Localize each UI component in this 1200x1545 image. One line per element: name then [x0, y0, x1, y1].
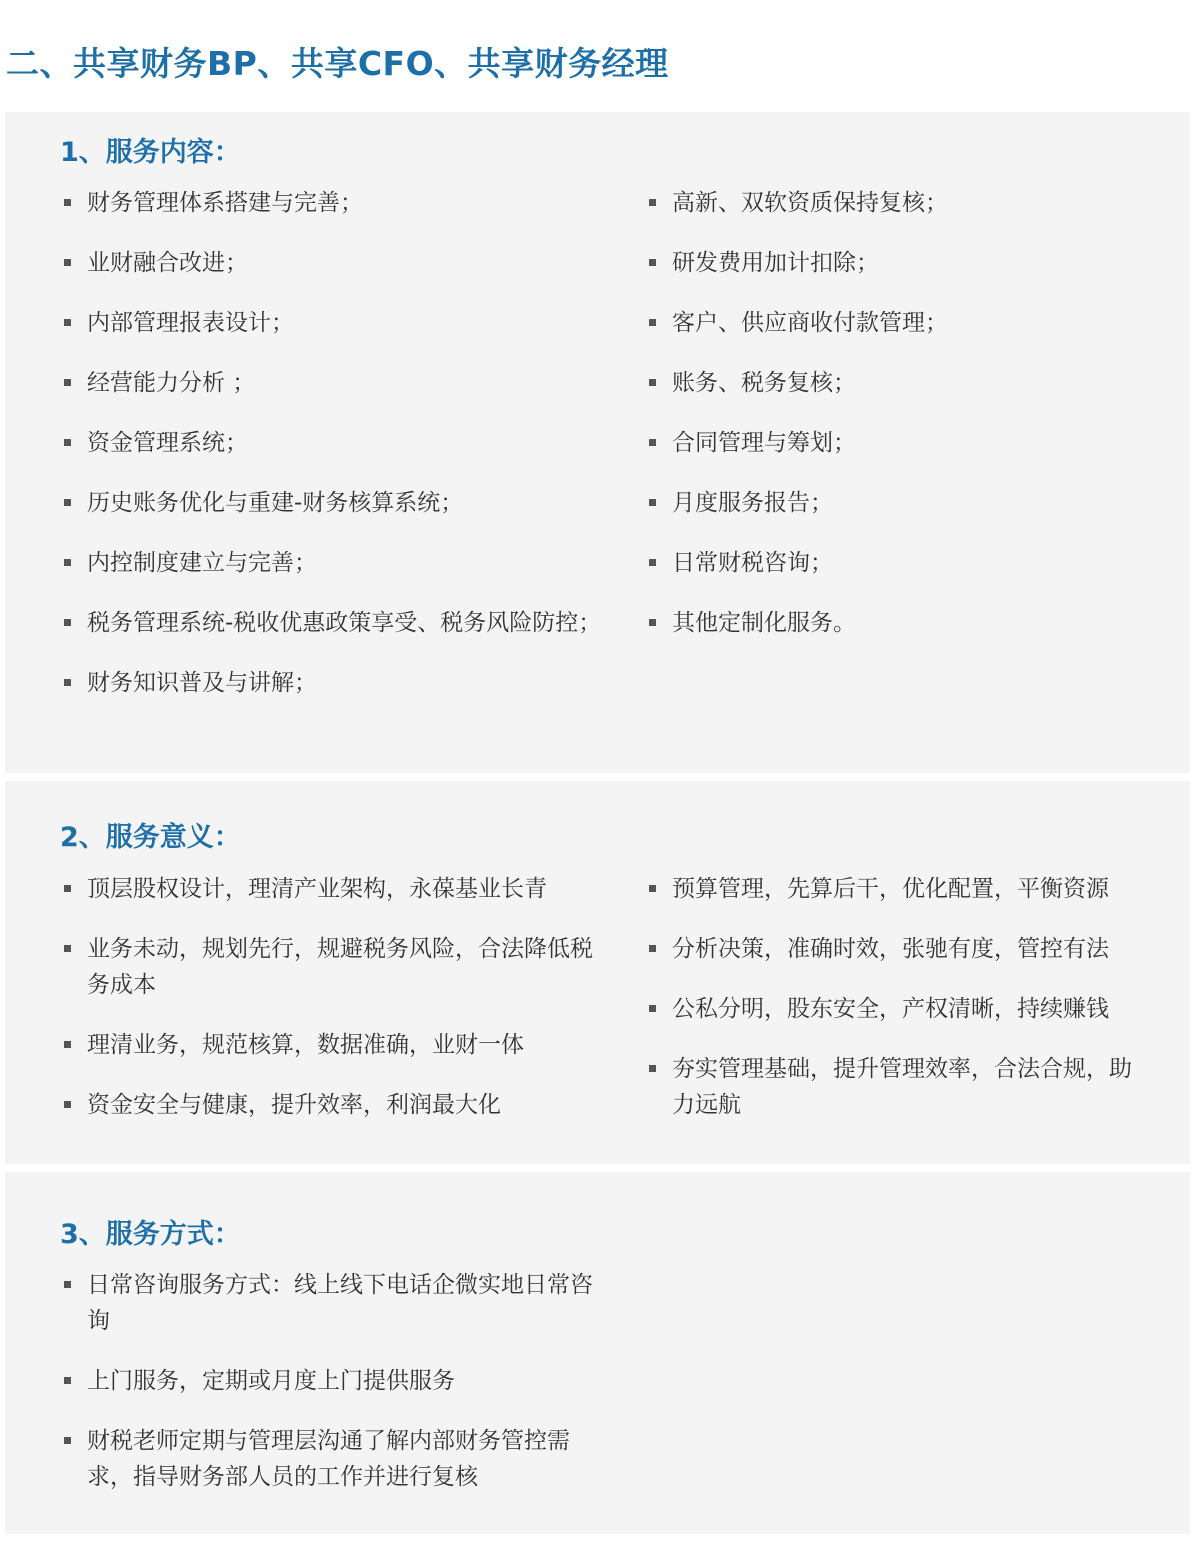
list-item — [648, 305, 1148, 341]
list-item-text: 内控制度建立与完善； — [87, 550, 317, 576]
list-item — [63, 1087, 613, 1123]
list-item — [63, 605, 613, 641]
square-bullet-icon — [64, 619, 71, 626]
list-item-text: 日常咨询服务方式：线上线下电话企微实地日常咨询 — [87, 1272, 593, 1334]
square-bullet-icon — [649, 1065, 656, 1072]
section-title: 1、服务内容： — [60, 137, 241, 168]
section-title: 3、服务方式： — [60, 1219, 241, 1250]
list-item-text: 预算管理，先算后干，优化配置，平衡资源 — [672, 876, 1109, 902]
square-bullet-icon — [64, 1041, 71, 1048]
list-item — [63, 245, 613, 281]
list-item-text: 账务、税务复核； — [672, 370, 856, 396]
list-item-text: 财税老师定期与管理层沟通了解内部财务管控需求，指导财务部人员的工作并进行复核 — [87, 1428, 570, 1490]
list-item-text: 公私分明，股东安全，产权清晰，持续赚钱 — [672, 996, 1109, 1022]
list-item-text: 分析决策，准确时效，张驰有度，管控有法 — [672, 936, 1109, 962]
section-service-content — [5, 112, 1190, 773]
square-bullet-icon — [64, 499, 71, 506]
list-item-text: 业务未动，规划先行，规避税务风险，合法降低税务成本 — [87, 936, 593, 998]
list-item — [63, 665, 613, 701]
square-bullet-icon — [649, 319, 656, 326]
square-bullet-icon — [649, 885, 656, 892]
list-item-text: 资金管理系统； — [87, 430, 248, 456]
square-bullet-icon — [64, 439, 71, 446]
square-bullet-icon — [64, 679, 71, 686]
list-item — [63, 1423, 613, 1495]
list-item — [63, 485, 613, 521]
section-service-significance — [5, 781, 1190, 1164]
list-item — [648, 605, 1148, 641]
square-bullet-icon — [64, 945, 71, 952]
list-item — [63, 305, 613, 341]
square-bullet-icon — [649, 199, 656, 206]
list-item — [63, 1267, 613, 1339]
list-item-text: 其他定制化服务。 — [672, 610, 856, 636]
list-item-text: 经营能力分析 ； — [87, 370, 256, 396]
list-item-text: 研发费用加计扣除； — [672, 250, 879, 276]
list-item — [63, 931, 613, 1003]
square-bullet-icon — [649, 259, 656, 266]
right-column-list — [648, 871, 1148, 1147]
list-item-text: 内部管理报表设计； — [87, 310, 294, 336]
list-item — [648, 931, 1148, 967]
list-item — [648, 365, 1148, 401]
square-bullet-icon — [64, 885, 71, 892]
square-bullet-icon — [649, 1005, 656, 1012]
square-bullet-icon — [64, 559, 71, 566]
list-item-text: 日常财税咨询； — [672, 550, 833, 576]
square-bullet-icon — [64, 319, 71, 326]
left-column-list — [63, 185, 613, 725]
square-bullet-icon — [649, 439, 656, 446]
square-bullet-icon — [64, 1281, 71, 1288]
list-item-text: 客户、供应商收付款管理； — [672, 310, 948, 336]
list-item — [648, 871, 1148, 907]
left-column-list — [63, 871, 613, 1147]
list-item-text: 业财融合改进； — [87, 250, 248, 276]
list-item — [648, 545, 1148, 581]
list-item-text: 顶层股权设计，理清产业架构，永葆基业长青 — [87, 876, 547, 902]
list-item-text: 财务管理体系搭建与完善； — [87, 190, 363, 216]
list-item — [63, 871, 613, 907]
list-item-text: 夯实管理基础，提升管理效率，合法合规，助力远航 — [672, 1056, 1132, 1118]
square-bullet-icon — [64, 1101, 71, 1108]
square-bullet-icon — [649, 379, 656, 386]
list-item — [63, 1363, 613, 1399]
list-item-text: 税务管理系统-税收优惠政策享受、税务风险防控； — [87, 610, 602, 636]
square-bullet-icon — [64, 1377, 71, 1384]
left-column-list — [63, 1267, 613, 1519]
list-item — [63, 365, 613, 401]
square-bullet-icon — [64, 1437, 71, 1444]
square-bullet-icon — [64, 199, 71, 206]
square-bullet-icon — [649, 945, 656, 952]
list-item — [63, 425, 613, 461]
list-item-text: 合同管理与筹划； — [672, 430, 856, 456]
section-service-method — [5, 1172, 1190, 1534]
square-bullet-icon — [64, 259, 71, 266]
square-bullet-icon — [64, 379, 71, 386]
list-item — [648, 1051, 1148, 1123]
list-item-text: 上门服务，定期或月度上门提供服务 — [87, 1368, 455, 1394]
list-item — [648, 991, 1148, 1027]
list-item-text: 历史账务优化与重建-财务核算系统； — [87, 490, 464, 516]
list-item — [648, 185, 1148, 221]
list-item — [63, 1027, 613, 1063]
list-item-text: 月度服务报告； — [672, 490, 833, 516]
square-bullet-icon — [649, 499, 656, 506]
list-item — [63, 545, 613, 581]
page-title: 二、共享财务BP、共享CFO、共享财务经理 — [6, 44, 669, 83]
list-item-text: 理清业务，规范核算，数据准确，业财一体 — [87, 1032, 524, 1058]
list-item — [63, 185, 613, 221]
square-bullet-icon — [649, 559, 656, 566]
list-item — [648, 245, 1148, 281]
section-title: 2、服务意义： — [60, 822, 241, 853]
list-item-text: 财务知识普及与讲解； — [87, 670, 317, 696]
list-item — [648, 425, 1148, 461]
right-column-list — [648, 185, 1148, 665]
list-item-text: 高新、双软资质保持复核； — [672, 190, 948, 216]
square-bullet-icon — [649, 619, 656, 626]
list-item — [648, 485, 1148, 521]
list-item-text: 资金安全与健康，提升效率，利润最大化 — [87, 1092, 501, 1118]
